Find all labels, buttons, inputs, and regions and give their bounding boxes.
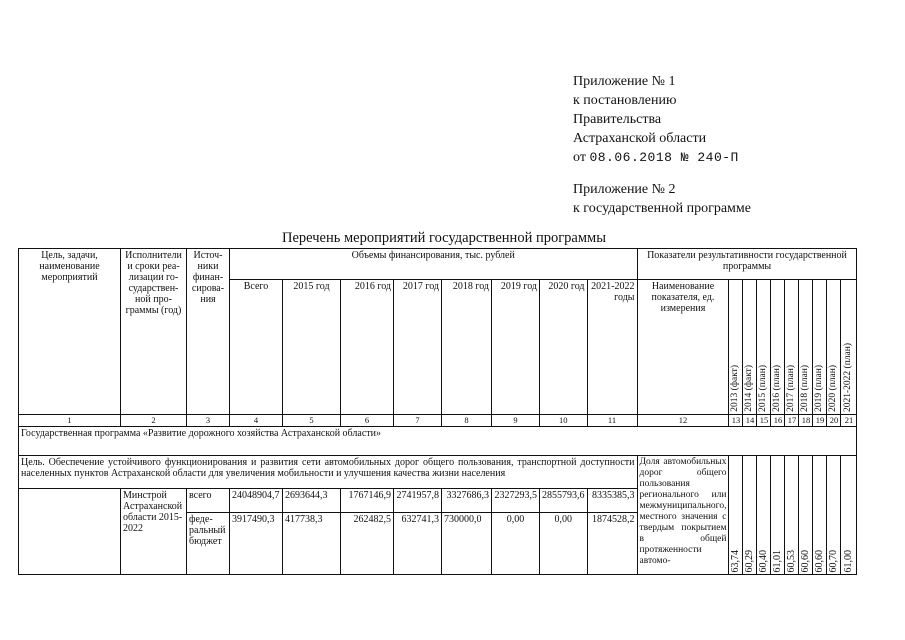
value-2019: 0,00 bbox=[492, 513, 540, 575]
ind-col-label: 2020 (план) bbox=[828, 365, 839, 412]
header-indicators: Показатели результативности государственной программы bbox=[637, 249, 857, 280]
ind-value: 60,29 bbox=[744, 549, 756, 572]
appendix-1-line3: Правительства bbox=[573, 112, 662, 127]
executor-cell: Минстрой Астраханской области 2015-2022 bbox=[121, 489, 187, 575]
program-measures-table bbox=[18, 248, 857, 575]
value-2016: 262482,5 bbox=[341, 513, 394, 575]
value-2021-2022: 8335385,3 bbox=[587, 489, 637, 513]
col-num: 9 bbox=[492, 415, 540, 427]
header-ind-2020 bbox=[827, 280, 841, 415]
document-title: Перечень мероприятий государственной программы bbox=[282, 230, 606, 246]
ind-value-2017 bbox=[785, 456, 799, 575]
header-ind-2016 bbox=[771, 280, 785, 415]
date-prefix: от bbox=[573, 150, 586, 165]
ind-value: 60,60 bbox=[814, 549, 826, 572]
indicator-name-cell: Доля автомобильных дорог общего пользования регионального или межмуниципального, местного значения с твердым покрытием в общей протяженности автомо- bbox=[637, 456, 729, 575]
col-num: 12 bbox=[637, 415, 729, 427]
ind-col-label: 2021-2022 (план) bbox=[843, 343, 854, 412]
header-total: Всего bbox=[230, 280, 283, 415]
col-num: 8 bbox=[442, 415, 492, 427]
header-executors: Исполнители и сроки реа-лизации го-сударствен-ной про-граммы (год) bbox=[121, 249, 187, 415]
header-indicator-name: Наименование показателя, ед. измерения bbox=[637, 280, 729, 415]
header-2021-2022: 2021-2022 годы bbox=[587, 280, 637, 415]
header-ind-2019 bbox=[813, 280, 827, 415]
ind-value: 60,70 bbox=[828, 549, 840, 572]
ind-value-2013 bbox=[729, 456, 743, 575]
col-num: 18 bbox=[799, 415, 813, 427]
source-cell: феде-ральный бюджет bbox=[187, 513, 230, 575]
value-2017: 632741,3 bbox=[394, 513, 442, 575]
ind-value: 61,01 bbox=[772, 549, 784, 572]
ind-col-label: 2013 (факт) bbox=[730, 365, 741, 412]
value-2015: 417738,3 bbox=[283, 513, 341, 575]
empty-goal-cell bbox=[19, 489, 121, 575]
value-2020: 2855793,6 bbox=[540, 489, 588, 513]
appendix-2-title: Приложение № 2 bbox=[573, 182, 676, 197]
ind-col-label: 2018 (план) bbox=[800, 365, 811, 412]
appendix-1-date bbox=[573, 148, 739, 167]
date-value: 08.06.2018 № 240-П bbox=[589, 150, 739, 165]
col-num: 21 bbox=[841, 415, 857, 427]
col-num: 15 bbox=[757, 415, 771, 427]
ind-col-label: 2015 (план) bbox=[758, 365, 769, 412]
ind-value-2018 bbox=[799, 456, 813, 575]
value-2019: 2327293,5 bbox=[492, 489, 540, 513]
col-num: 2 bbox=[121, 415, 187, 427]
header-2015: 2015 год bbox=[283, 280, 341, 415]
header-ind-2018 bbox=[799, 280, 813, 415]
goal-row: Цель. Обеспечение устойчивого функционирования и развития сети автомобильных дорог общего пользования, транспортной доступности населенных пунктов Астраханской области для увеличения мобильности и улучшения качества жизни населения bbox=[19, 456, 638, 489]
value-2015: 2693644,3 bbox=[283, 489, 341, 513]
ind-value: 60,40 bbox=[758, 549, 770, 572]
ind-col-label: 2016 (план) bbox=[772, 365, 783, 412]
header-2018: 2018 год bbox=[442, 280, 492, 415]
header-volumes: Объемы финансирования, тыс. рублей bbox=[230, 249, 638, 280]
header-ind-2015 bbox=[757, 280, 771, 415]
appendix-2-block bbox=[573, 180, 751, 218]
appendix-1-title: Приложение № 1 bbox=[573, 74, 676, 89]
col-num: 17 bbox=[785, 415, 799, 427]
col-num: 13 bbox=[729, 415, 743, 427]
ind-value-2020 bbox=[827, 456, 841, 575]
header-2020: 2020 год bbox=[540, 280, 588, 415]
ind-value: 60,60 bbox=[800, 549, 812, 572]
value-2017: 2741957,8 bbox=[394, 489, 442, 513]
appendix-1-line2: к постановлению bbox=[573, 93, 677, 108]
header-sources: Источ-ники финан-сирова-ния bbox=[187, 249, 230, 415]
col-num: 4 bbox=[230, 415, 283, 427]
col-num: 7 bbox=[394, 415, 442, 427]
value-total: 24048904,7 bbox=[230, 489, 283, 513]
col-num: 19 bbox=[813, 415, 827, 427]
header-ind-2017 bbox=[785, 280, 799, 415]
col-num: 20 bbox=[827, 415, 841, 427]
col-num: 14 bbox=[743, 415, 757, 427]
col-num: 10 bbox=[540, 415, 588, 427]
header-goal: Цель, задачи, наименование мероприятий bbox=[19, 249, 121, 415]
ind-value: 60,53 bbox=[786, 549, 798, 572]
value-2018: 3327686,3 bbox=[442, 489, 492, 513]
ind-value-2019 bbox=[813, 456, 827, 575]
ind-col-label: 2019 (план) bbox=[814, 365, 825, 412]
column-numbers-row bbox=[19, 415, 857, 427]
appendix-1-line4: Астраханской области bbox=[573, 131, 707, 146]
value-2018: 730000,0 bbox=[442, 513, 492, 575]
program-row: Государственная программа «Развитие дорожного хозяйства Астраханской области» bbox=[19, 427, 857, 456]
col-num: 1 bbox=[19, 415, 121, 427]
value-total: 3917490,3 bbox=[230, 513, 283, 575]
ind-value: 61,00 bbox=[843, 549, 855, 572]
col-num: 3 bbox=[187, 415, 230, 427]
appendix-1-block bbox=[573, 72, 739, 167]
ind-col-label: 2014 (факт) bbox=[744, 365, 755, 412]
appendix-2-line2: к государственной программе bbox=[573, 201, 751, 216]
source-cell: всего bbox=[187, 489, 230, 513]
col-num: 6 bbox=[341, 415, 394, 427]
value-2021-2022: 1874528,2 bbox=[587, 513, 637, 575]
header-ind-2014 bbox=[743, 280, 757, 415]
col-num: 5 bbox=[283, 415, 341, 427]
header-2016: 2016 год bbox=[341, 280, 394, 415]
ind-value-2014 bbox=[743, 456, 757, 575]
value-2020: 0,00 bbox=[540, 513, 588, 575]
header-2019: 2019 год bbox=[492, 280, 540, 415]
ind-value-2021-2022 bbox=[841, 456, 857, 575]
header-ind-2013 bbox=[729, 280, 743, 415]
header-ind-2021-2022 bbox=[841, 280, 857, 415]
header-2017: 2017 год bbox=[394, 280, 442, 415]
ind-value-2015 bbox=[757, 456, 771, 575]
value-2016: 1767146,9 bbox=[341, 489, 394, 513]
ind-col-label: 2017 (план) bbox=[786, 365, 797, 412]
ind-value: 63,74 bbox=[730, 549, 742, 572]
col-num: 11 bbox=[587, 415, 637, 427]
ind-value-2016 bbox=[771, 456, 785, 575]
col-num: 16 bbox=[771, 415, 785, 427]
